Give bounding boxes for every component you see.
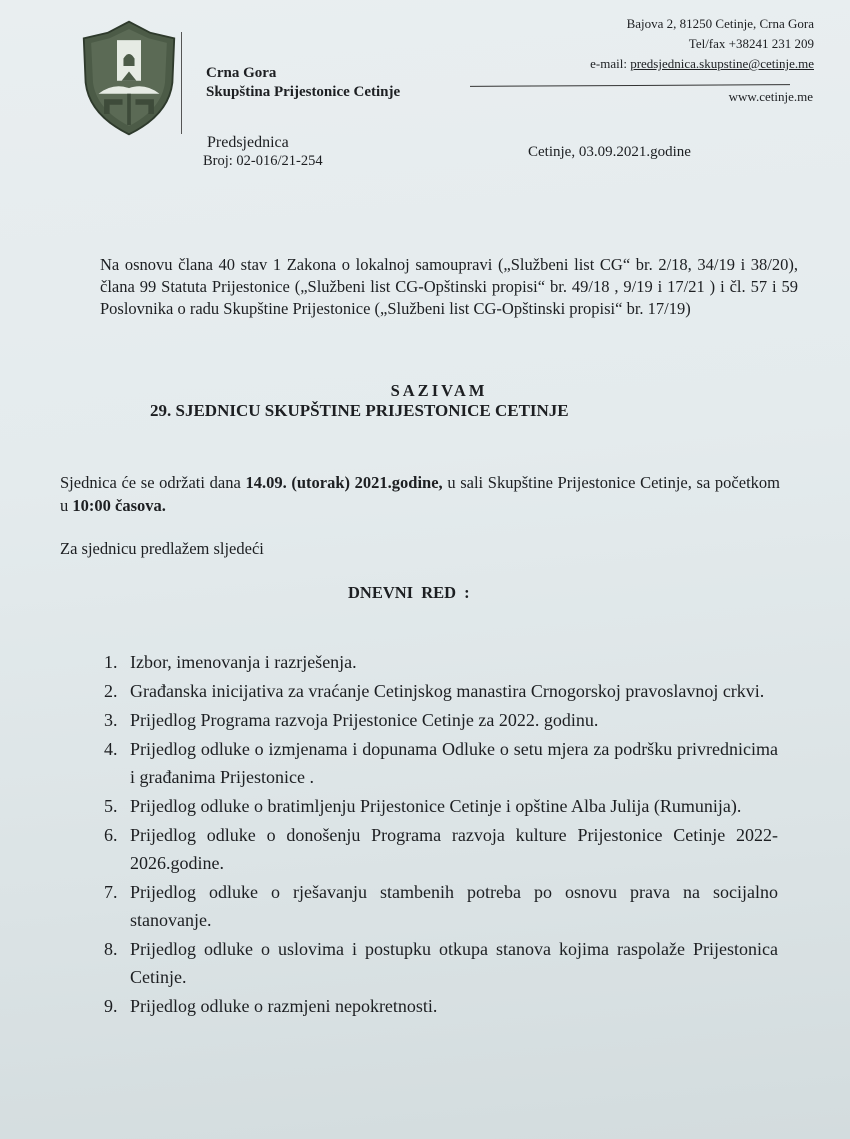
agenda-item-number: 1. bbox=[104, 652, 118, 672]
session-date: 14.09. (utorak) 2021.godine, bbox=[245, 473, 443, 492]
country-name: Crna Gora bbox=[206, 65, 277, 81]
agenda-item-number: 3. bbox=[104, 710, 118, 730]
sender-role: Predsjednica bbox=[207, 134, 289, 151]
agenda-item-number: 9. bbox=[104, 996, 118, 1016]
reference-number: Broj: 02-016/21-254 bbox=[203, 153, 323, 169]
agenda-item-text: Prijedlog odluke o izmjenama i dopunama Odluke o setu mjera za podršku privrednicima i građanima Prijestonice . bbox=[130, 739, 778, 787]
proposal-line: Za sjednicu predlažem sljedeći bbox=[60, 539, 264, 558]
agenda-list bbox=[100, 648, 778, 1021]
coat-of-arms-icon bbox=[78, 18, 180, 138]
email-link[interactable]: predsjednica.skupstine@cetinje.me bbox=[630, 56, 814, 71]
agenda-item-text: Prijedlog odluke o bratimljenju Prijestonice Cetinje i opštine Alba Julija (Rumunija). bbox=[130, 796, 742, 816]
agenda-item-number: 8. bbox=[104, 939, 118, 959]
agenda-item-text: Prijedlog odluke o rješavanju stambenih potreba po osnovu prava na socijalno stanovanje. bbox=[130, 882, 778, 930]
session-details bbox=[60, 471, 780, 517]
session-time: 10:00 časova. bbox=[72, 496, 166, 515]
agenda-item-text: Prijedlog odluke o donošenju Programa razvoja kulture Prijestonice Cetinje 2022-2026.godine. bbox=[130, 825, 778, 873]
email-line bbox=[590, 54, 814, 74]
agenda-item-text: Prijedlog odluke o razmjeni nepokretnosti. bbox=[130, 996, 438, 1016]
place-date: Cetinje, 03.09.2021.godine bbox=[528, 144, 691, 160]
session-title: 29. SJEDNICU SKUPŠTINE PRIJESTONICE CETINJE bbox=[150, 401, 569, 420]
agenda-item bbox=[100, 677, 778, 705]
agenda-item-text: Građanska inicijativa za vraćanje Cetinjskog manastira Crnogorskoj pravoslavnoj crkvi. bbox=[130, 681, 765, 701]
email-label: e-mail: bbox=[590, 56, 631, 71]
phone: Tel/fax +38241 231 209 bbox=[688, 36, 814, 51]
agenda-item bbox=[100, 878, 778, 934]
agenda-item-number: 4. bbox=[104, 739, 118, 759]
document-title: SAZIVAM bbox=[390, 381, 488, 400]
agenda-item bbox=[100, 821, 778, 877]
agenda-item bbox=[100, 935, 778, 991]
agenda-item-text: Prijedlog odluke o uslovima i postupku otkupa stanova kojima raspolaže Prijestonica Cetinje. bbox=[130, 939, 778, 987]
legal-preamble: Na osnovu člana 40 stav 1 Zakona o lokalnoj samoupravi („Službeni list CG“ br. 2/18, 34/19 i 38/20), člana 99 Statuta Prijestonice („Službeni list CG-Opštinski propisi“ br. 49/18 , 9/19 i 17/21 ) i čl. 57 i 59 Poslovnika o radu Skupštine Prijestonice („Službeni list CG-Opštinski propisi“ br. 17/19) bbox=[100, 255, 798, 318]
session-text-1: Sjednica će se održati dana bbox=[60, 473, 246, 492]
header-divider bbox=[181, 32, 182, 134]
contact-block bbox=[590, 14, 814, 74]
agenda-item bbox=[100, 992, 778, 1020]
header-rule bbox=[470, 84, 790, 87]
agenda-item bbox=[100, 706, 778, 734]
agenda-item bbox=[100, 735, 778, 791]
organization-block bbox=[206, 64, 400, 102]
agenda-title: DNEVNI RED : bbox=[348, 583, 470, 602]
agenda-item bbox=[100, 648, 778, 676]
address: Bajova 2, 81250 Cetinje, Crna Gora bbox=[626, 16, 814, 31]
agenda-item-text: Prijedlog Programa razvoja Prijestonice Cetinje za 2022. godinu. bbox=[130, 710, 599, 730]
agenda-item-number: 7. bbox=[104, 882, 118, 902]
session-text-2: u sali Skupštine Prijestonice Cetinje, sa početkom u bbox=[60, 473, 780, 515]
institution-name: Skupština Prijestonice Cetinje bbox=[206, 84, 401, 100]
agenda-item-text: Izbor, imenovanja i razrješenja. bbox=[130, 652, 357, 672]
agenda-item-number: 6. bbox=[104, 825, 118, 845]
agenda-item-number: 2. bbox=[104, 681, 118, 701]
website-link[interactable]: www.cetinje.me bbox=[728, 89, 813, 104]
agenda-item bbox=[100, 792, 778, 820]
agenda-item-number: 5. bbox=[104, 796, 118, 816]
